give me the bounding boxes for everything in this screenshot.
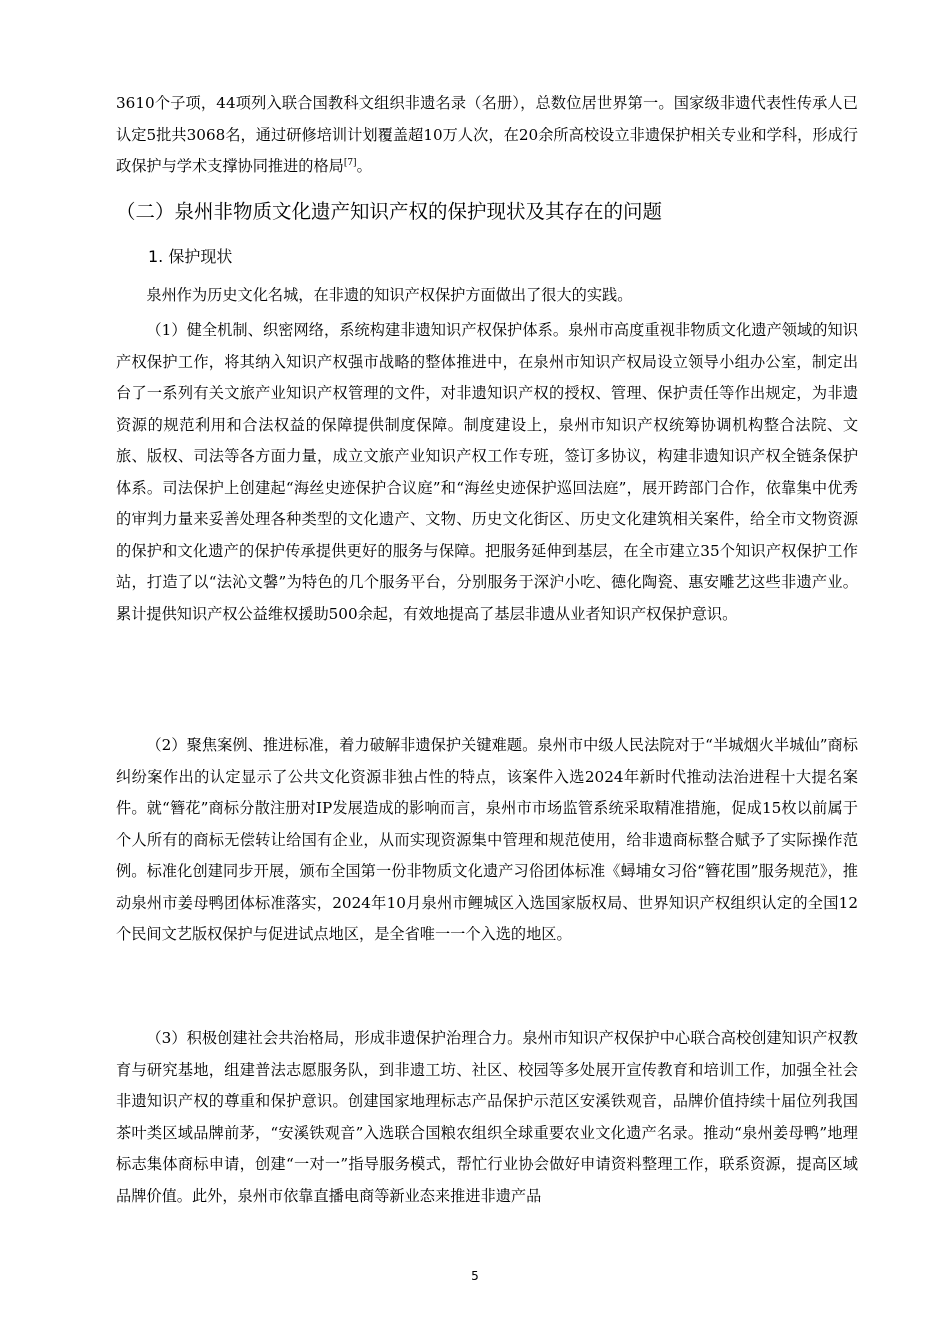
subsection-heading: 1. 保护现状 bbox=[148, 247, 233, 266]
intro-end: 。 bbox=[356, 157, 372, 175]
paragraph-mechanism: （1）健全机制、织密网络，系统构建非遗知识产权保护体系。泉州市高度重视非物质文化遗产领域的知识产权保护工作，将其纳入知识产权强市战略的整体推进中，在泉州市知识产权局设立领导小组办公室，制定出台了一系列有关文旅产业知识产权管理的文件，对非遗知识产权的授权、管理、保护责任等作出规定，为非遗资源的规范利用和合法权益的保障提供制度保障。制度建设上，泉州市知识产权统筹协调机构整合法院、文旅、版权、司法等各方面力量，成立文旅产业知识产权工作专班，签订多协议，构建非遗知识产权全链条保护体系。司法保护上创建起“海丝史迹保护合议庭”和“海丝史迹保护巡回法庭”，展开跨部门合作，依靠集中优秀的审判力量来妥善处理各种类型的文化遗产、文物、历史文化街区、历史文化建筑相关案件，给全市文物资源的保护和文化遗产的保护传承提供更好的服务与保障。把服务延伸到基层，在全市建立35个知识产权保护工作站，打造了以“法沁文馨”为特色的几个服务平台，分别服务于深沪小吃、德化陶瓷、惠安雕艺这些非遗产业。累计提供知识产权公益维权援助500余起，有效地提高了基层非遗从业者知识产权保护意识。 bbox=[116, 321, 858, 623]
paragraph-social-governance: （3）积极创建社会共治格局，形成非遗保护治理合力。泉州市知识产权保护中心联合高校创建知识产权教育与研究基地，组建普法志愿服务队，到非遗工坊、社区、校园等多处展开宣传教育和培训工作，加强全社会非遗知识产权的尊重和保护意识。创建国家地理标志产品保护示范区安溪铁观音，品牌价值持续十届位列我国茶叶类区域品牌前茅，“安溪铁观音”入选联合国粮农组织全球重要农业文化遗产名录。推动“泉州姜母鸭”地理标志集体商标申请，创建“一对一”指导服务模式，帮忙行业协会做好申请资料整理工作，联系资源，提高区域品牌价值。此外，泉州市依靠直播电商等新业态来推进非遗产品 bbox=[116, 1029, 858, 1205]
page-number: 5 bbox=[471, 1269, 479, 1283]
citation-marker: [7] bbox=[343, 157, 357, 168]
intro-paragraph bbox=[116, 88, 858, 183]
section-heading: （二）泉州非物质文化遗产知识产权的保护现状及其存在的问题 bbox=[116, 200, 663, 223]
lead-paragraph: 泉州作为历史文化名城，在非遗的知识产权保护方面做出了很大的实践。 bbox=[146, 286, 633, 304]
intro-text: 3610个子项，44项列入联合国教科文组织非遗名录（名册），总数位居世界第一。国家级非遗代表性传承人已认定5批共3068名，通过研修培训计划覆盖超10万人次，在20余所高校设立非遗保护相关专业和学科，形成行政保护与学术支撑协同推进的格局 bbox=[116, 94, 858, 175]
paragraph-cases-standards: （2）聚焦案例、推进标准，着力破解非遗保护关键难题。泉州市中级人民法院对于“半城烟火半城仙”商标纠纷案作出的认定显示了公共文化资源非独占性的特点，该案件入选2024年新时代推动法治进程十大提名案件。就“簪花”商标分散注册对IP发展造成的影响而言，泉州市市场监管系统采取精准措施，促成15枚以前属于个人所有的商标无偿转让给国有企业，从而实现资源集中管理和规范使用，给非遗商标整合赋予了实际操作范例。标准化创建同步开展，颁布全国第一份非物质文化遗产习俗团体标准《蟳埔女习俗“簪花围”服务规范》，推动泉州市姜母鸭团体标准落实，2024年10月泉州市鲤城区入选国家版权局、世界知识产权组织认定的全国12个民间文艺版权保护与促进试点地区，是全省唯一一个入选的地区。 bbox=[116, 736, 858, 943]
